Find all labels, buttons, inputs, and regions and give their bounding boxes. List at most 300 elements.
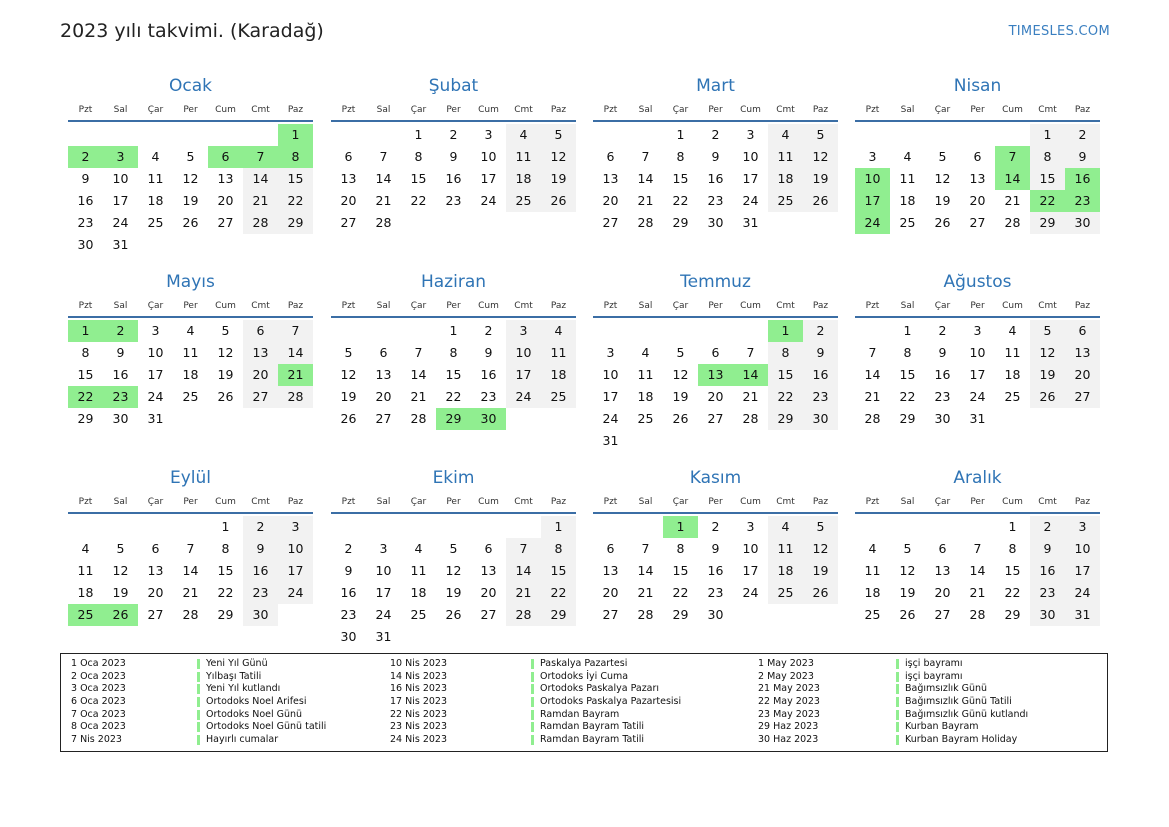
week-row xyxy=(855,190,1100,212)
empty-cell xyxy=(768,430,803,452)
day-cell: 7 xyxy=(868,345,877,360)
holiday-marker xyxy=(531,710,534,720)
week-row xyxy=(855,408,1100,430)
week-row xyxy=(68,538,313,560)
day-cell: 27 xyxy=(1065,386,1100,408)
week-row xyxy=(331,604,576,626)
day-cell: 19 xyxy=(541,168,576,190)
empty-cell xyxy=(401,212,436,234)
holiday-entry xyxy=(758,734,1028,747)
month-4 xyxy=(855,74,1100,234)
day-cell: 4 xyxy=(414,541,423,556)
day-cell: 26 xyxy=(541,190,576,212)
empty-cell xyxy=(401,320,436,342)
holiday-entry xyxy=(71,734,326,747)
empty-cell xyxy=(541,408,576,430)
day-cell: 30 xyxy=(1030,604,1065,626)
calendar-grid xyxy=(68,74,1101,644)
day-cell: 6 xyxy=(151,541,160,556)
day-cell: 31 xyxy=(602,433,619,448)
week-row xyxy=(68,234,313,256)
day-cell: 16 xyxy=(1030,560,1065,582)
empty-cell xyxy=(506,516,541,538)
day-cell: 13 xyxy=(243,342,278,364)
day-cell: 28 xyxy=(243,212,278,234)
weekday-label: Cmt xyxy=(514,301,533,311)
day-cell: 17 xyxy=(278,560,313,582)
weekday-label: Per xyxy=(183,105,198,115)
week-row xyxy=(593,168,838,190)
day-cell: 24 xyxy=(147,389,164,404)
weekday-label: Cum xyxy=(215,497,236,507)
month-name: Aralık xyxy=(953,468,1002,488)
day-cell: 12 xyxy=(672,367,689,382)
day-cell: 31 xyxy=(147,411,164,426)
day-cell: 4 xyxy=(768,124,803,146)
day-cell: 13 xyxy=(934,563,951,578)
weekday-label: Cum xyxy=(740,497,761,507)
day-cell: 26 xyxy=(1030,386,1065,408)
weekday-label: Per xyxy=(970,105,985,115)
day-cell: 8 xyxy=(768,342,803,364)
day-cell: 15 xyxy=(1030,168,1065,190)
day-cell: 10 xyxy=(480,149,497,164)
day-cell: 24 xyxy=(375,607,392,622)
weekday-label: Sal xyxy=(376,105,391,115)
day-cell: 28 xyxy=(182,607,199,622)
day-cell: 15 xyxy=(672,563,689,578)
day-cell: 26 xyxy=(672,411,689,426)
week-row xyxy=(331,364,576,386)
day-cell: 7 xyxy=(243,146,278,168)
day-cell: 19 xyxy=(803,560,838,582)
holiday-name: Ortodoks Noel Arifesi xyxy=(206,696,307,708)
holiday-marker xyxy=(896,672,899,682)
day-cell: 4 xyxy=(506,124,541,146)
day-cell: 25 xyxy=(637,411,654,426)
weekday-label: Sal xyxy=(113,301,128,311)
weekday-label: Pzt xyxy=(865,105,880,115)
day-cell: 21 xyxy=(410,389,427,404)
day-cell: 22 xyxy=(1030,190,1065,212)
day-cell: 20 xyxy=(147,585,164,600)
weekday-label: Per xyxy=(446,497,461,507)
holiday-name: işçi bayramı xyxy=(905,658,963,669)
day-cell: 8 xyxy=(1030,146,1065,168)
day-cell: 8 xyxy=(81,345,90,360)
holiday-name: Ramdan Bayram Tatili xyxy=(540,721,645,733)
empty-cell xyxy=(243,124,278,146)
day-cell: 2 xyxy=(449,127,458,142)
week-row xyxy=(593,386,838,408)
holiday-date: 1 Oca 2023 xyxy=(71,658,126,669)
day-cell: 10 xyxy=(969,345,986,360)
holiday-entry xyxy=(71,683,326,696)
day-cell: 24 xyxy=(742,193,759,208)
holiday-marker xyxy=(896,697,899,707)
day-cell: 27 xyxy=(480,607,497,622)
weekday-label: Sal xyxy=(376,301,391,311)
holiday-date: 8 Oca 2023 xyxy=(71,721,126,733)
holiday-date: 30 Haz 2023 xyxy=(758,734,819,746)
day-cell: 24 xyxy=(112,215,129,230)
day-cell: 14 xyxy=(969,563,986,578)
day-cell: 9 xyxy=(938,345,947,360)
brand-link[interactable]: TIMESLES.COM xyxy=(1008,24,1110,39)
month-name: Kasım xyxy=(689,468,742,488)
weekday-label: Pzt xyxy=(78,105,93,115)
weekday-label: Pzt xyxy=(603,301,618,311)
day-cell: 17 xyxy=(1065,560,1100,582)
day-cell: 13 xyxy=(480,563,497,578)
day-cell: 20 xyxy=(969,193,986,208)
holiday-entry xyxy=(758,671,1028,684)
day-cell: 2 xyxy=(103,320,138,342)
day-cell: 29 xyxy=(77,411,94,426)
empty-cell xyxy=(208,234,243,256)
day-cell: 9 xyxy=(1030,538,1065,560)
day-cell: 30 xyxy=(1065,212,1100,234)
weekday-label: Cum xyxy=(740,105,761,115)
day-cell: 20 xyxy=(480,585,497,600)
day-cell: 30 xyxy=(471,408,506,430)
holiday-name: Ortodoks Paskalya Pazarı xyxy=(540,683,660,695)
day-cell: 12 xyxy=(934,171,951,186)
day-cell: 22 xyxy=(278,190,313,212)
holiday-entry xyxy=(390,683,681,696)
month-name: Eylül xyxy=(169,468,212,488)
day-cell: 8 xyxy=(903,345,912,360)
day-cell: 16 xyxy=(707,563,724,578)
day-cell: 20 xyxy=(243,364,278,386)
weekday-header xyxy=(593,492,838,514)
holiday-date: 16 Nis 2023 xyxy=(390,683,447,695)
day-cell: 7 xyxy=(746,345,755,360)
weekday-label: Per xyxy=(970,301,985,311)
day-cell: 27 xyxy=(934,607,951,622)
weekday-label: Çar xyxy=(410,105,427,115)
day-cell: 8 xyxy=(278,146,313,168)
month-name: Ekim xyxy=(432,468,475,488)
empty-cell xyxy=(663,320,698,342)
day-cell: 16 xyxy=(803,364,838,386)
week-row xyxy=(331,516,576,538)
weekday-label: Cmt xyxy=(776,301,795,311)
month-12 xyxy=(855,466,1100,626)
holiday-name: Kurban Bayram xyxy=(905,721,979,733)
month-name: Ocak xyxy=(169,76,212,96)
holiday-name: Ortodoks Paskalya Pazartesisi xyxy=(540,696,682,708)
day-cell: 3 xyxy=(606,345,615,360)
day-cell: 8 xyxy=(449,345,458,360)
empty-cell xyxy=(628,124,663,146)
empty-cell xyxy=(541,212,576,234)
holiday-name: Yeni Yıl kutlandı xyxy=(206,683,281,695)
day-cell: 23 xyxy=(480,389,497,404)
day-cell: 28 xyxy=(864,411,881,426)
day-cell: 19 xyxy=(112,585,129,600)
empty-cell xyxy=(855,320,890,342)
day-cell: 15 xyxy=(672,171,689,186)
weekday-label: Paz xyxy=(1074,301,1091,311)
holiday-entry xyxy=(390,696,681,709)
day-cell: 29 xyxy=(436,408,471,430)
day-cell: 17 xyxy=(480,171,497,186)
empty-cell xyxy=(1030,408,1065,430)
day-cell: 9 xyxy=(711,149,720,164)
day-cell: 22 xyxy=(217,585,234,600)
day-cell: 21 xyxy=(742,389,759,404)
empty-cell xyxy=(803,604,838,626)
day-cell: 10 xyxy=(112,171,129,186)
month-10 xyxy=(331,466,576,648)
weekday-header xyxy=(331,100,576,122)
week-row xyxy=(855,604,1100,626)
day-cell: 9 xyxy=(803,342,838,364)
empty-cell xyxy=(960,124,995,146)
day-cell: 3 xyxy=(868,149,877,164)
weekday-label: Per xyxy=(970,497,985,507)
day-cell: 21 xyxy=(375,193,392,208)
day-cell: 2 xyxy=(344,541,353,556)
day-cell: 28 xyxy=(637,215,654,230)
day-cell: 23 xyxy=(103,386,138,408)
day-cell: 1 xyxy=(414,127,423,142)
weekday-label: Cmt xyxy=(251,301,270,311)
empty-cell xyxy=(331,124,366,146)
week-row xyxy=(331,212,576,234)
day-cell: 12 xyxy=(899,563,916,578)
week-row xyxy=(855,582,1100,604)
empty-cell xyxy=(593,516,628,538)
day-cell: 15 xyxy=(445,367,462,382)
day-cell: 5 xyxy=(676,345,685,360)
empty-cell xyxy=(593,124,628,146)
day-cell: 18 xyxy=(506,168,541,190)
day-cell: 20 xyxy=(602,585,619,600)
day-cell: 24 xyxy=(742,585,759,600)
day-cell: 11 xyxy=(899,171,916,186)
weekday-label: Cmt xyxy=(251,105,270,115)
day-cell: 17 xyxy=(969,367,986,382)
day-cell: 13 xyxy=(969,171,986,186)
holiday-entry xyxy=(71,658,326,671)
holiday-date: 1 May 2023 xyxy=(758,658,814,669)
day-cell: 30 xyxy=(340,629,357,644)
holiday-date: 2 Oca 2023 xyxy=(71,670,126,682)
holiday-entry xyxy=(390,671,681,684)
week-row xyxy=(331,560,576,582)
empty-cell xyxy=(698,430,733,452)
empty-cell xyxy=(278,234,313,256)
day-cell: 1 xyxy=(68,320,103,342)
day-cell: 2 xyxy=(68,146,103,168)
empty-cell xyxy=(593,320,628,342)
empty-cell xyxy=(663,430,698,452)
day-cell: 2 xyxy=(711,519,720,534)
day-cell: 5 xyxy=(803,516,838,538)
day-cell: 27 xyxy=(707,411,724,426)
day-cell: 12 xyxy=(182,171,199,186)
day-cell: 24 xyxy=(855,212,890,234)
empty-cell xyxy=(925,124,960,146)
holiday-entry xyxy=(758,658,1028,671)
week-row xyxy=(855,364,1100,386)
day-cell: 8 xyxy=(676,149,685,164)
day-cell: 15 xyxy=(899,367,916,382)
day-cell: 19 xyxy=(182,193,199,208)
holiday-marker xyxy=(197,710,200,720)
day-cell: 18 xyxy=(541,364,576,386)
weekday-label: Paz xyxy=(1074,105,1091,115)
weekday-header xyxy=(855,296,1100,318)
weekday-label: Per xyxy=(446,105,461,115)
day-cell: 16 xyxy=(1065,168,1100,190)
week-row xyxy=(331,124,576,146)
empty-cell xyxy=(436,626,471,648)
day-cell: 20 xyxy=(707,389,724,404)
day-cell: 12 xyxy=(445,563,462,578)
day-cell: 14 xyxy=(243,168,278,190)
weekday-label: Pzt xyxy=(341,497,356,507)
empty-cell xyxy=(278,408,313,430)
holiday-marker xyxy=(197,672,200,682)
empty-cell xyxy=(138,124,173,146)
holiday-name: işçi bayramı xyxy=(905,670,963,682)
weekday-label: Sal xyxy=(638,105,653,115)
empty-cell xyxy=(331,320,366,342)
weekday-label: Pzt xyxy=(865,301,880,311)
empty-cell xyxy=(278,604,313,626)
day-cell: 7 xyxy=(278,320,313,342)
week-row xyxy=(593,146,838,168)
day-cell: 23 xyxy=(707,585,724,600)
day-cell: 8 xyxy=(414,149,423,164)
day-cell: 30 xyxy=(243,604,278,626)
day-cell: 20 xyxy=(602,193,619,208)
day-cell: 12 xyxy=(1030,342,1065,364)
day-cell: 5 xyxy=(903,541,912,556)
day-cell: 27 xyxy=(217,215,234,230)
weekday-label: Paz xyxy=(812,105,829,115)
empty-cell xyxy=(1065,408,1100,430)
day-cell: 28 xyxy=(410,411,427,426)
empty-cell xyxy=(506,408,541,430)
day-cell: 24 xyxy=(969,389,986,404)
day-cell: 5 xyxy=(186,149,195,164)
weekday-header xyxy=(855,492,1100,514)
day-cell: 10 xyxy=(742,541,759,556)
empty-cell xyxy=(733,320,768,342)
weekday-label: Çar xyxy=(934,301,951,311)
day-cell: 7 xyxy=(186,541,195,556)
holiday-entry xyxy=(758,721,1028,734)
day-cell: 23 xyxy=(445,193,462,208)
holiday-entry xyxy=(390,721,681,734)
day-cell: 11 xyxy=(1004,345,1021,360)
day-cell: 2 xyxy=(243,516,278,538)
day-cell: 19 xyxy=(803,168,838,190)
weekday-label: Cum xyxy=(215,105,236,115)
weekday-label: Pzt xyxy=(603,105,618,115)
holiday-name: Yeni Yıl Günü xyxy=(206,658,268,669)
day-cell: 18 xyxy=(637,389,654,404)
day-cell: 22 xyxy=(899,389,916,404)
weekday-label: Cmt xyxy=(514,105,533,115)
week-row xyxy=(331,168,576,190)
day-cell: 9 xyxy=(81,171,90,186)
day-cell: 4 xyxy=(81,541,90,556)
holiday-date: 22 May 2023 xyxy=(758,696,820,708)
day-cell: 5 xyxy=(938,149,947,164)
day-cell: 22 xyxy=(410,193,427,208)
day-cell: 22 xyxy=(68,386,103,408)
day-cell: 14 xyxy=(182,563,199,578)
day-cell: 3 xyxy=(379,541,388,556)
day-cell: 30 xyxy=(77,237,94,252)
day-cell: 3 xyxy=(746,519,755,534)
week-row xyxy=(331,190,576,212)
empty-cell xyxy=(173,408,208,430)
weekday-label: Pzt xyxy=(603,497,618,507)
day-cell: 23 xyxy=(803,386,838,408)
empty-cell xyxy=(138,516,173,538)
day-cell: 16 xyxy=(243,560,278,582)
holiday-date: 29 Haz 2023 xyxy=(758,721,819,733)
day-cell: 10 xyxy=(506,342,541,364)
month-6 xyxy=(331,270,576,430)
day-cell: 16 xyxy=(445,171,462,186)
holiday-date: 2 May 2023 xyxy=(758,670,814,682)
month-name: Mayıs xyxy=(166,272,215,292)
empty-cell xyxy=(628,430,663,452)
empty-cell xyxy=(68,124,103,146)
month-name: Mart xyxy=(696,76,735,96)
day-cell: 24 xyxy=(1065,582,1100,604)
weekday-label: Sal xyxy=(900,301,915,311)
weekday-label: Cmt xyxy=(1038,301,1057,311)
day-cell: 15 xyxy=(1004,563,1021,578)
holiday-entry xyxy=(71,721,326,734)
day-cell: 17 xyxy=(602,389,619,404)
weekday-label: Çar xyxy=(147,301,164,311)
empty-cell xyxy=(733,604,768,626)
empty-cell xyxy=(68,516,103,538)
weekday-label: Per xyxy=(446,301,461,311)
day-cell: 11 xyxy=(410,563,427,578)
day-cell: 21 xyxy=(182,585,199,600)
day-cell: 31 xyxy=(1065,604,1100,626)
day-cell: 7 xyxy=(995,146,1030,168)
empty-cell xyxy=(366,320,401,342)
holiday-name: Ramdan Bayram Tatili xyxy=(540,734,645,746)
day-cell: 3 xyxy=(151,323,160,338)
day-cell: 13 xyxy=(147,563,164,578)
empty-cell xyxy=(803,212,838,234)
weekday-label: Sal xyxy=(113,497,128,507)
day-cell: 11 xyxy=(768,146,803,168)
weekday-label: Per xyxy=(183,301,198,311)
day-cell: 10 xyxy=(147,345,164,360)
day-cell: 25 xyxy=(768,190,803,212)
day-cell: 3 xyxy=(278,516,313,538)
empty-cell xyxy=(471,516,506,538)
month-11 xyxy=(593,466,838,626)
day-cell: 10 xyxy=(602,367,619,382)
holiday-marker xyxy=(896,684,899,694)
month-3 xyxy=(593,74,838,234)
day-cell: 11 xyxy=(506,146,541,168)
